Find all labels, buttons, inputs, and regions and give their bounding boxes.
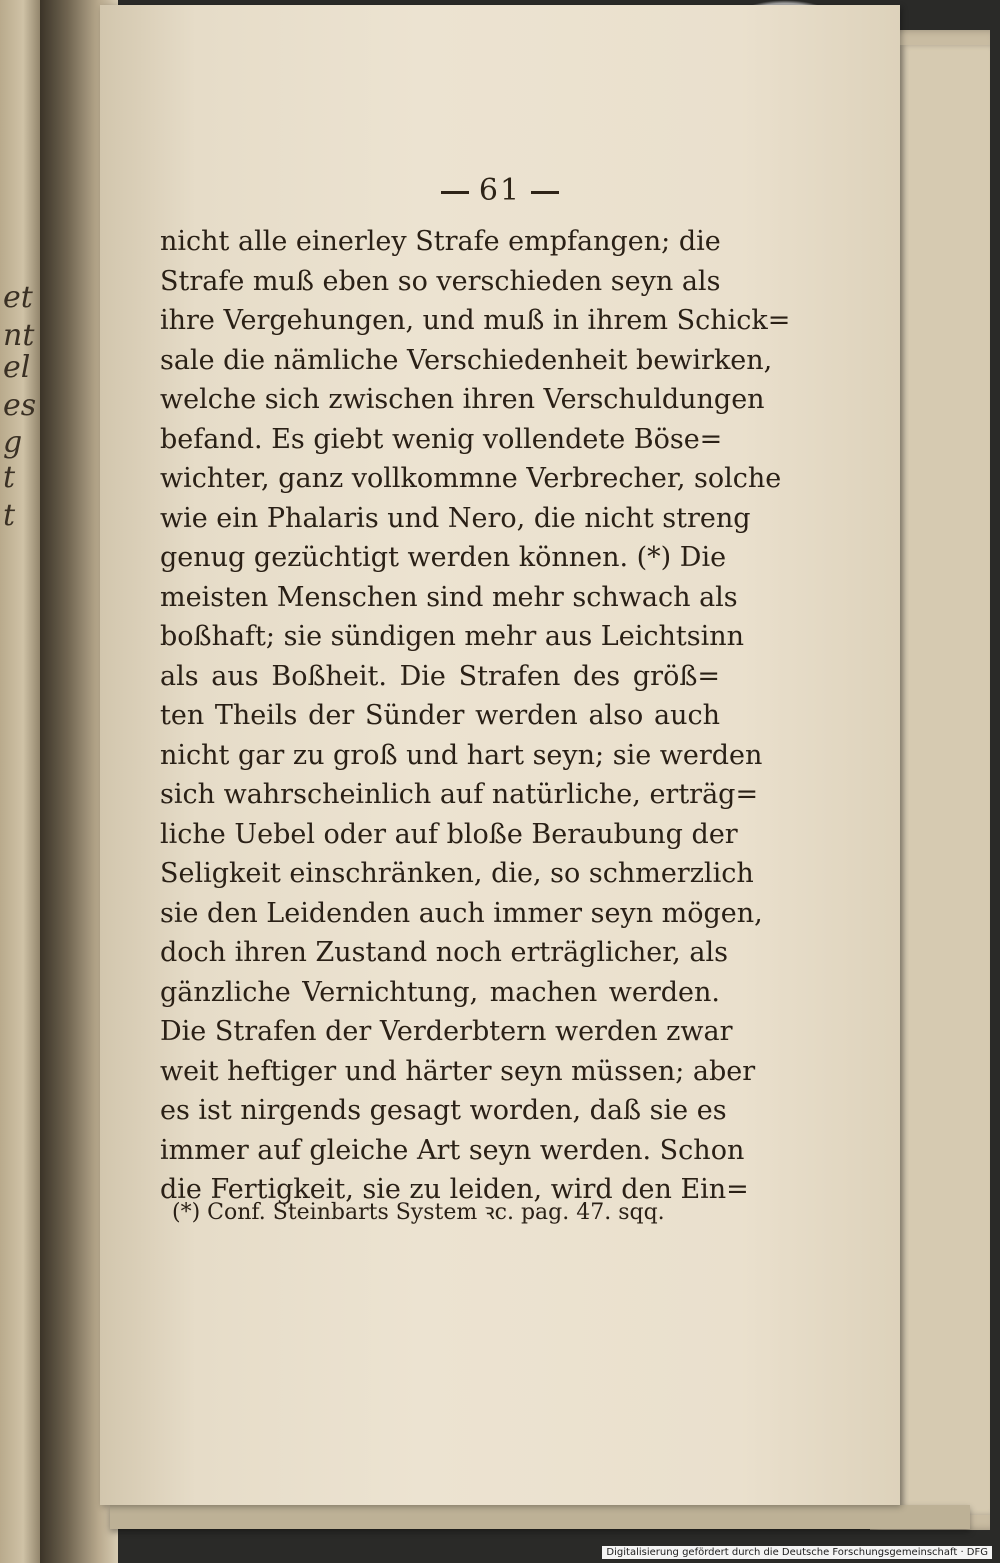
- adjacent-page-fragment: [0, 0, 42, 1563]
- text-line: Strafe muß eben so verschieden seyn als: [160, 265, 721, 297]
- left-fragment-text: t: [3, 460, 16, 495]
- text-line: genug gezüchtigt werden können. (*) Die: [160, 542, 727, 573]
- text-line: gänzliche Vernichtung, machen werden.: [160, 976, 720, 1008]
- text-line: sale die nämliche Verschiedenheit bewirken,: [160, 344, 773, 376]
- text-line: befand. Es giebt wenig vollendete Böse=: [160, 423, 723, 455]
- text-line: boßhaft; sie sündigen mehr aus Leichtsinn: [160, 621, 744, 652]
- text-line: meisten Menschen sind mehr schwach als: [160, 581, 738, 613]
- header-dash-left: [441, 191, 469, 194]
- text-line: nicht gar zu groß und hart seyn; sie werden: [160, 739, 763, 771]
- page-number: 61: [478, 173, 522, 208]
- text-line: es ist nirgends gesagt worden, daß sie es: [160, 1095, 727, 1126]
- page-header: [100, 173, 900, 208]
- left-fragment-text: et: [3, 280, 33, 315]
- left-fragment-text: el: [3, 350, 31, 385]
- body-text: [160, 222, 791, 1210]
- page-edge-bottom: [110, 1505, 970, 1529]
- text-line: wichter, ganz vollkommne Verbrecher, solche: [160, 463, 782, 494]
- left-fragment-text: es: [3, 388, 37, 423]
- text-line: ihre Vergehungen, und muß in ihrem Schick=: [160, 305, 791, 336]
- text-line: sich wahrscheinlich auf natürliche, erträg=: [160, 779, 759, 810]
- text-line: welche sich zwischen ihren Verschuldungen: [160, 384, 765, 415]
- left-fragment-text: nt: [3, 318, 35, 353]
- text-line: doch ihren Zustand noch erträglicher, als: [160, 937, 728, 968]
- text-line: die Fertigkeit, sie zu leiden, wird den Ein=: [160, 1174, 749, 1205]
- page-edge: [900, 45, 990, 1515]
- text-line: ten Theils der Sünder werden also auch: [160, 700, 720, 731]
- left-fragment-text: g: [3, 425, 23, 460]
- header-dash-right: [531, 191, 559, 194]
- text-line: nicht alle einerley Strafe empfangen; die: [160, 226, 721, 257]
- text-line: sie den Leidenden auch immer seyn mögen,: [160, 897, 763, 929]
- footnote: (*) Conf. Steinbarts System ꝛc. pag. 47. sqq.: [172, 1200, 665, 1225]
- left-fragment-text: t: [3, 498, 16, 533]
- text-line: weit heftiger und härter seyn müssen; aber: [160, 1055, 756, 1087]
- text-line: liche Uebel oder auf bloße Beraubung der: [160, 818, 738, 850]
- text-line: als aus Boßheit. Die Strafen des größ=: [160, 660, 720, 692]
- text-line: immer auf gleiche Art seyn werden. Schon: [160, 1134, 745, 1166]
- text-line: wie ein Phalaris und Nero, die nicht streng: [160, 502, 751, 534]
- digitization-credit: Digitalisierung gefördert durch die Deutsche Forschungsgemeinschaft · DFG: [602, 1546, 992, 1559]
- text-line: Seligkeit einschränken, die, so schmerzlich: [160, 858, 754, 889]
- text-line: Die Strafen der Verderbtern werden zwar: [160, 1016, 733, 1047]
